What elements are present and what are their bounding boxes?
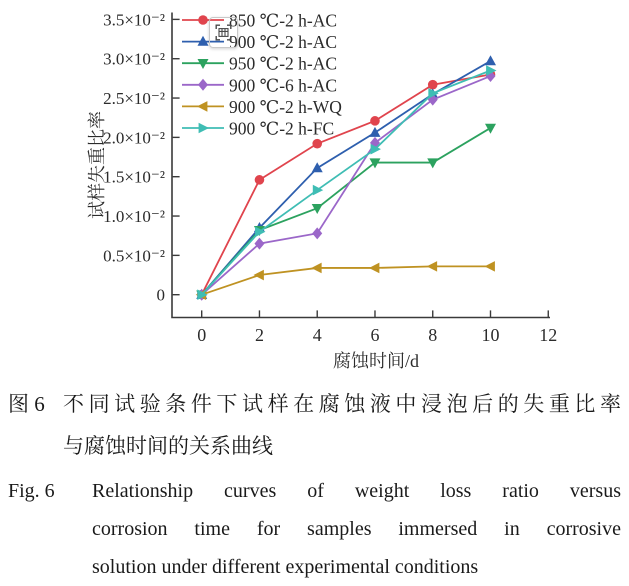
legend-label: 900 ℃-2 h-AC <box>229 32 338 53</box>
y-tick-label: 3.5×10⁻² <box>103 10 165 30</box>
y-tick-label: 2.0×10⁻² <box>103 128 165 148</box>
x-tick-label: 4 <box>312 325 322 345</box>
y-tick-label: 0 <box>156 285 165 305</box>
y-tick-label: 2.5×10⁻² <box>103 89 165 109</box>
series-marker-4 <box>369 263 379 274</box>
series-marker-2 <box>485 124 496 134</box>
x-tick-label: 2 <box>254 325 264 345</box>
y-tick-label: 0.5×10⁻² <box>103 246 165 266</box>
x-tick-label: 6 <box>370 325 380 345</box>
series-marker-4 <box>485 261 495 272</box>
series-marker-0 <box>428 80 438 90</box>
caption-en-label: Fig. 6 <box>8 480 55 502</box>
legend-label: 900 ℃-2 h-FC <box>229 118 335 139</box>
x-tick-label: 0 <box>197 325 207 345</box>
legend-marker <box>198 15 208 25</box>
y-axis-title: 试样失重比率 <box>87 111 107 219</box>
figure-captions <box>0 389 629 582</box>
series-marker-1 <box>312 162 323 172</box>
y-tick-label: 3.0×10⁻² <box>103 49 165 69</box>
series-marker-4 <box>253 270 263 281</box>
caption-en-line3: solution under different experimental conditions <box>92 556 479 578</box>
legend-marker <box>197 101 207 112</box>
legend-label: 950 ℃-2 h-AC <box>229 53 338 74</box>
legend-label: 900 ℃-6 h-AC <box>229 75 338 96</box>
y-tick-label: 1.5×10⁻² <box>103 167 165 187</box>
series-line-2 <box>202 128 491 295</box>
series-marker-4 <box>311 263 321 274</box>
caption-en-text: Relationship curves of weight loss ratio versus <box>92 480 621 502</box>
legend-marker <box>199 123 209 134</box>
y-tick-label: 1.0×10⁻² <box>103 207 165 227</box>
caption-zh-label: 图 6 <box>8 392 45 416</box>
series-marker-0 <box>312 139 322 149</box>
caption-en-line2: corrosion time for samples immersed in corrosive <box>92 518 621 540</box>
caption-en-line1 <box>8 476 621 506</box>
series-line-4 <box>202 266 491 294</box>
legend-marker <box>198 79 208 91</box>
snapshot-tool-button[interactable] <box>209 17 238 48</box>
area-screenshot-icon <box>215 24 232 41</box>
x-tick-label: 8 <box>428 325 438 345</box>
series-marker-1 <box>485 55 496 65</box>
legend-label: 900 ℃-2 h-WQ <box>229 96 342 117</box>
series-marker-0 <box>255 175 265 185</box>
series-marker-1 <box>369 127 380 137</box>
x-axis-title: 腐蚀时间/d <box>332 351 420 371</box>
caption-zh-line1 <box>8 389 621 419</box>
caption-zh-text: 不同试验条件下试样在腐蚀液中浸泡后的失重比率 <box>63 392 621 416</box>
x-tick-label: 10 <box>481 325 500 345</box>
series-marker-0 <box>370 116 380 126</box>
series-marker-4 <box>427 261 437 272</box>
legend-label: 850 ℃-2 h-AC <box>229 10 338 31</box>
x-tick-label: 12 <box>539 325 558 345</box>
caption-zh-line2: 与腐蚀时间的关系曲线 <box>63 434 273 458</box>
